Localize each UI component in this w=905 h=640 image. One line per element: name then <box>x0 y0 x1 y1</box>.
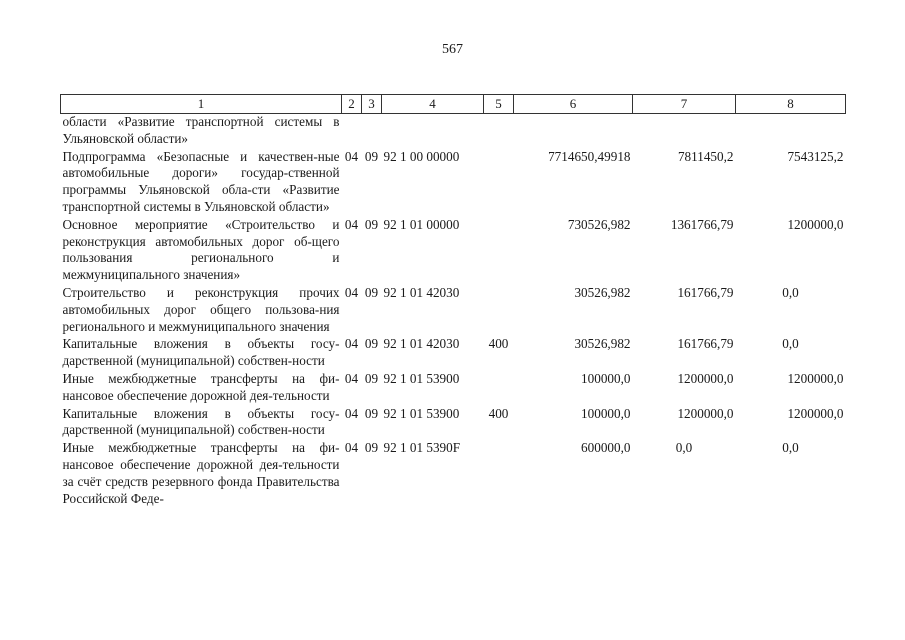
row-section: 04 <box>344 370 359 386</box>
row-amount-6: 30526,982 <box>574 284 631 300</box>
row-amount-7: 161766,79 <box>677 336 734 352</box>
row-amount-8: 7543125,2 <box>787 148 844 164</box>
row-section: 04 <box>344 216 359 232</box>
row-amount-6: 100000,0 <box>581 370 631 386</box>
row-expense-type <box>484 440 514 508</box>
row-name: Основное мероприятие «Строительство и реконструкция автомобильных дорог об-щего пользования регионального и межмуниципального значения» <box>62 216 340 283</box>
row-section <box>342 114 362 149</box>
table-row <box>61 114 846 149</box>
table-header-row <box>61 95 846 114</box>
table-row <box>61 336 846 371</box>
row-expense-type <box>484 217 514 285</box>
row-target-code: 92 1 00 00000 <box>383 148 460 164</box>
row-name: Капитальные вложения в объекты госу-дарственной (муниципальной) собствен-ности <box>62 405 340 438</box>
row-amount-8: 0,0 <box>782 336 799 352</box>
row-target-code: 92 1 01 5390F <box>383 440 461 456</box>
row-subsection: 09 <box>364 370 379 386</box>
row-section: 04 <box>344 148 359 164</box>
row-amount-6 <box>514 114 633 149</box>
row-name: Подпрограмма «Безопасные и качествен-ные автомобильные дороги» государ-ственной программы Ульяновской обла-сти «Развитие транспортной системы в Ульяновской области» <box>62 148 340 214</box>
row-amount-7 <box>633 114 736 149</box>
row-section: 04 <box>344 440 359 456</box>
column-header-4: 4 <box>382 95 484 114</box>
row-subsection: 09 <box>364 336 379 352</box>
row-expense-type <box>484 371 514 406</box>
column-header-6: 6 <box>514 95 633 114</box>
row-expense-type <box>484 285 514 336</box>
row-name: Иные межбюджетные трансферты на фи-нансовое обеспечение дорожной дея-тельности за счёт средств резервного фонда Правительства Российской Феде- <box>62 440 340 506</box>
row-subsection: 09 <box>364 284 379 300</box>
table-row <box>61 149 846 217</box>
page-number: 567 <box>442 42 463 57</box>
row-subsection: 09 <box>364 440 379 456</box>
row-expense-type: 400 <box>488 405 509 421</box>
column-header-3: 3 <box>362 95 382 114</box>
row-amount-6: 30526,982 <box>574 336 631 352</box>
row-name: Иные межбюджетные трансферты на фи-нансовое обеспечение дорожной дея-тельности <box>62 370 340 403</box>
row-amount-7: 1361766,79 <box>670 216 734 232</box>
row-amount-8: 1200000,0 <box>787 405 844 421</box>
column-header-8: 8 <box>736 95 846 114</box>
row-amount-8: 0,0 <box>782 440 799 456</box>
row-amount-7: 161766,79 <box>677 284 734 300</box>
row-amount-8: 1200000,0 <box>787 216 844 232</box>
column-header-2: 2 <box>342 95 362 114</box>
row-section: 04 <box>344 284 359 300</box>
row-expense-type <box>484 149 514 217</box>
row-target-code: 92 1 01 53900 <box>383 370 460 386</box>
row-amount-8 <box>736 114 846 149</box>
row-expense-type <box>484 114 514 149</box>
row-target-code: 92 1 01 42030 <box>383 336 460 352</box>
row-amount-7: 1200000,0 <box>677 370 734 386</box>
column-header-1: 1 <box>61 95 342 114</box>
row-section: 04 <box>344 405 359 421</box>
row-target-code <box>382 114 484 149</box>
column-header-5: 5 <box>484 95 514 114</box>
table-row <box>61 406 846 441</box>
row-name: Капитальные вложения в объекты госу-дарственной (муниципальной) собствен-ности <box>62 336 340 369</box>
table-row <box>61 440 846 508</box>
row-amount-8: 0,0 <box>782 284 799 300</box>
row-amount-7: 7811450,2 <box>677 148 734 164</box>
row-expense-type: 400 <box>488 336 509 352</box>
row-amount-6: 730526,982 <box>567 216 631 232</box>
row-amount-8: 1200000,0 <box>787 370 844 386</box>
row-subsection <box>362 114 382 149</box>
row-target-code: 92 1 01 00000 <box>383 216 460 232</box>
row-amount-7: 1200000,0 <box>677 405 734 421</box>
row-name: области «Развитие транспортной системы в Ульяновской области» <box>62 114 340 146</box>
row-amount-6: 100000,0 <box>581 405 631 421</box>
row-target-code: 92 1 01 53900 <box>383 405 460 421</box>
row-target-code: 92 1 01 42030 <box>383 284 460 300</box>
row-subsection: 09 <box>364 405 379 421</box>
row-amount-6: 600000,0 <box>581 440 631 456</box>
row-subsection: 09 <box>364 148 379 164</box>
table-row <box>61 285 846 336</box>
row-section: 04 <box>344 336 359 352</box>
table-row <box>61 371 846 406</box>
table-row <box>61 217 846 285</box>
budget-table <box>60 94 846 508</box>
row-name: Строительство и реконструкция прочих автомобильных дорог общего пользова-ния регионального и межмуниципального значения <box>62 284 340 334</box>
row-amount-7: 0,0 <box>675 440 693 456</box>
row-subsection: 09 <box>364 216 379 232</box>
column-header-7: 7 <box>633 95 736 114</box>
row-amount-6: 7714650,49918 <box>548 148 631 164</box>
